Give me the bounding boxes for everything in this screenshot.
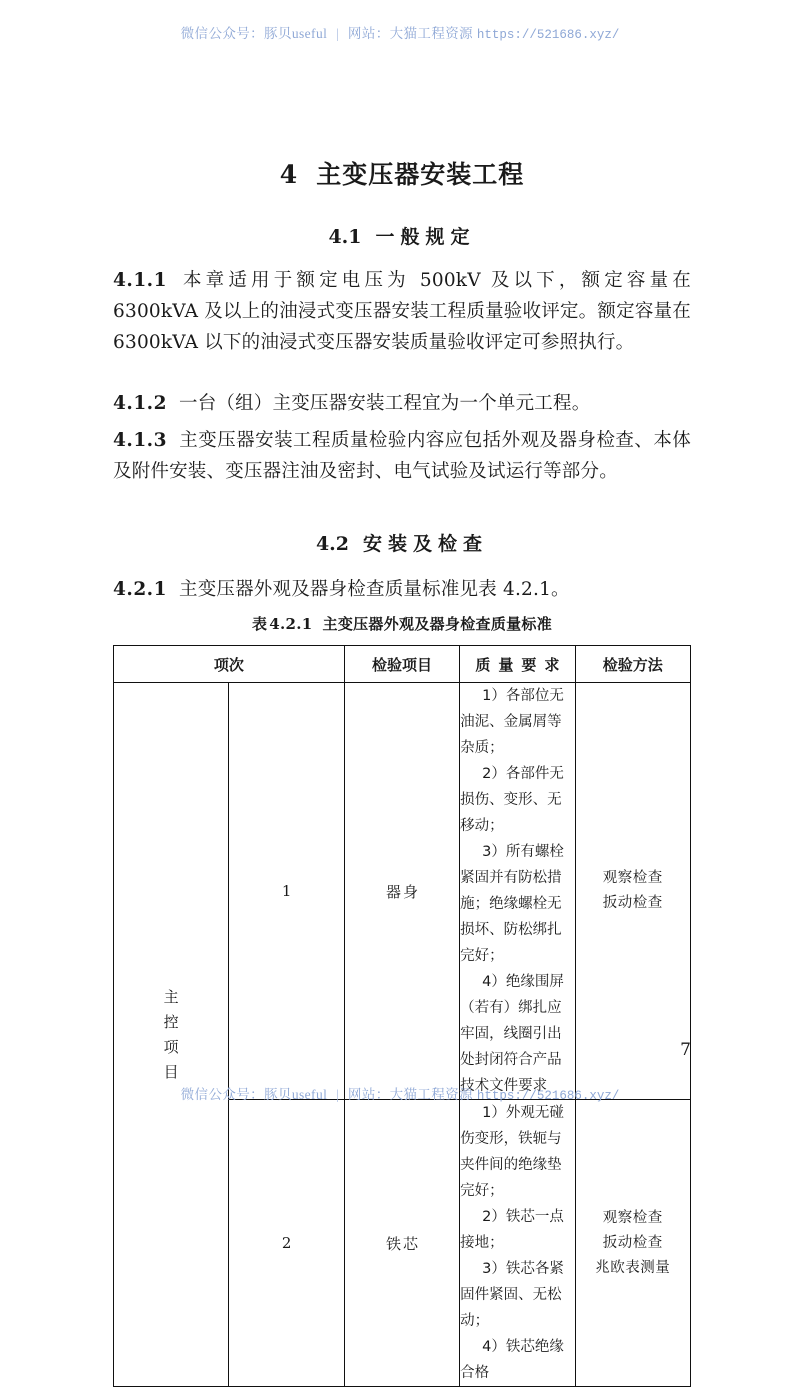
group-label-text: 主控项目 — [163, 987, 179, 1081]
chapter-number: 4 — [279, 160, 299, 189]
group-label-cell — [114, 683, 229, 1387]
row-method-cell — [575, 683, 690, 1100]
watermark-top — [0, 22, 800, 42]
row-method-cell — [575, 1100, 690, 1387]
watermark-wechat-label: 微信公众号：豚贝useful — [180, 26, 328, 41]
row-index-cell: 2 — [229, 1100, 344, 1387]
clause-4-2-1 — [113, 574, 691, 605]
section-number: 4.1 — [328, 226, 362, 248]
clause-number: 4.2.1 — [113, 579, 167, 600]
quality-line: 4）铁芯绝缘合格 — [460, 1339, 564, 1381]
clause-4-1-2 — [113, 388, 691, 419]
quality-line: 1）外观无碰伤变形，铁轭与夹件间的绝缘垫完好； — [460, 1105, 564, 1199]
quality-line: 3）所有螺栓紧固并有防松措施；绝缘螺栓无损坏、防松绑扎完好； — [460, 844, 564, 964]
row-item-cell: 铁芯 — [344, 1100, 459, 1387]
watermark-url: https://521686.xyz/ — [476, 1089, 620, 1103]
table-caption-title: 主变压器外观及器身检查质量标准 — [322, 615, 553, 633]
chapter-heading — [113, 155, 691, 191]
table-caption — [113, 613, 691, 634]
quality-line: 2）铁芯一点接地； — [460, 1209, 564, 1251]
quality-line: 3）铁芯各紧固件紧固、无松动； — [460, 1261, 564, 1329]
clause-number: 4.1.1 — [113, 270, 167, 291]
watermark-site-label: 网站：大猫工程资源 — [347, 26, 474, 41]
quality-standard-table — [113, 645, 691, 1387]
quality-line: 4）绝缘围屏（若有）绑扎应牢固，线圈引出处封闭符合产品技术文件要求 — [460, 974, 564, 1094]
table-row — [114, 683, 691, 1100]
clause-text: 一台（组）主变压器安装工程宜为一个单元工程。 — [179, 393, 591, 414]
watermark-url: https://521686.xyz/ — [476, 28, 620, 42]
clause-number: 4.1.2 — [113, 393, 167, 414]
header-quality: 质量要求 — [460, 646, 575, 683]
clause-text: 本章适用于额定电压为 500kV 及以下，额定容量在 6300kVA 及以上的油浸式变压器安装工程质量验收评定。额定容量在 6300kVA 以下的油浸式变压器安装质量验收评定可参照执行。 — [113, 270, 691, 353]
section-heading-4-2 — [113, 529, 691, 556]
quality-line: 1）各部位无油泥、金属屑等杂质； — [460, 688, 564, 756]
row-item-cell: 器身 — [344, 683, 459, 1100]
quality-line: 2）各部件无损伤、变形、无移动； — [460, 766, 564, 834]
header-method: 检验方法 — [575, 646, 690, 683]
section-title-text: 安装及检查 — [363, 533, 489, 555]
watermark-bottom — [0, 1083, 800, 1103]
section-number: 4.2 — [315, 533, 350, 555]
table-caption-number: 4.2.1 — [269, 615, 313, 633]
watermark-site-label: 网站：大猫工程资源 — [347, 1087, 474, 1102]
watermark-separator: | — [336, 26, 340, 41]
method-line: 扳动检查 — [602, 895, 663, 911]
page-number: 7 — [680, 1040, 691, 1060]
header-item: 检验项目 — [344, 646, 459, 683]
section-title-text: 一般规定 — [375, 226, 476, 248]
section-heading-4-1 — [113, 222, 691, 249]
row-quality-cell — [460, 683, 575, 1100]
row-index-cell: 1 — [229, 683, 344, 1100]
chapter-title-text: 主变压器安装工程 — [316, 160, 525, 189]
clause-text: 主变压器安装工程质量检验内容应包括外观及器身检查、本体及附件安装、变压器注油及密封、电气试验及试运行等部分。 — [113, 430, 691, 482]
method-line: 扳动检查 — [602, 1234, 663, 1251]
clause-number: 4.1.3 — [113, 430, 167, 451]
watermark-separator: | — [336, 1087, 340, 1102]
table-caption-label: 表 — [251, 615, 268, 633]
table-header-row — [114, 646, 691, 683]
clause-text: 主变压器外观及器身检查质量标准见表 4.2.1。 — [179, 579, 570, 600]
header-index: 项次 — [114, 646, 345, 683]
method-line: 兆欧表测量 — [595, 1259, 671, 1276]
watermark-wechat-label: 微信公众号：豚贝useful — [180, 1087, 328, 1102]
clause-4-1-3 — [113, 425, 691, 487]
clause-4-1-1 — [113, 265, 691, 358]
method-line: 观察检查 — [602, 870, 663, 886]
row-quality-cell — [460, 1100, 575, 1387]
method-line: 观察检查 — [602, 1209, 663, 1226]
